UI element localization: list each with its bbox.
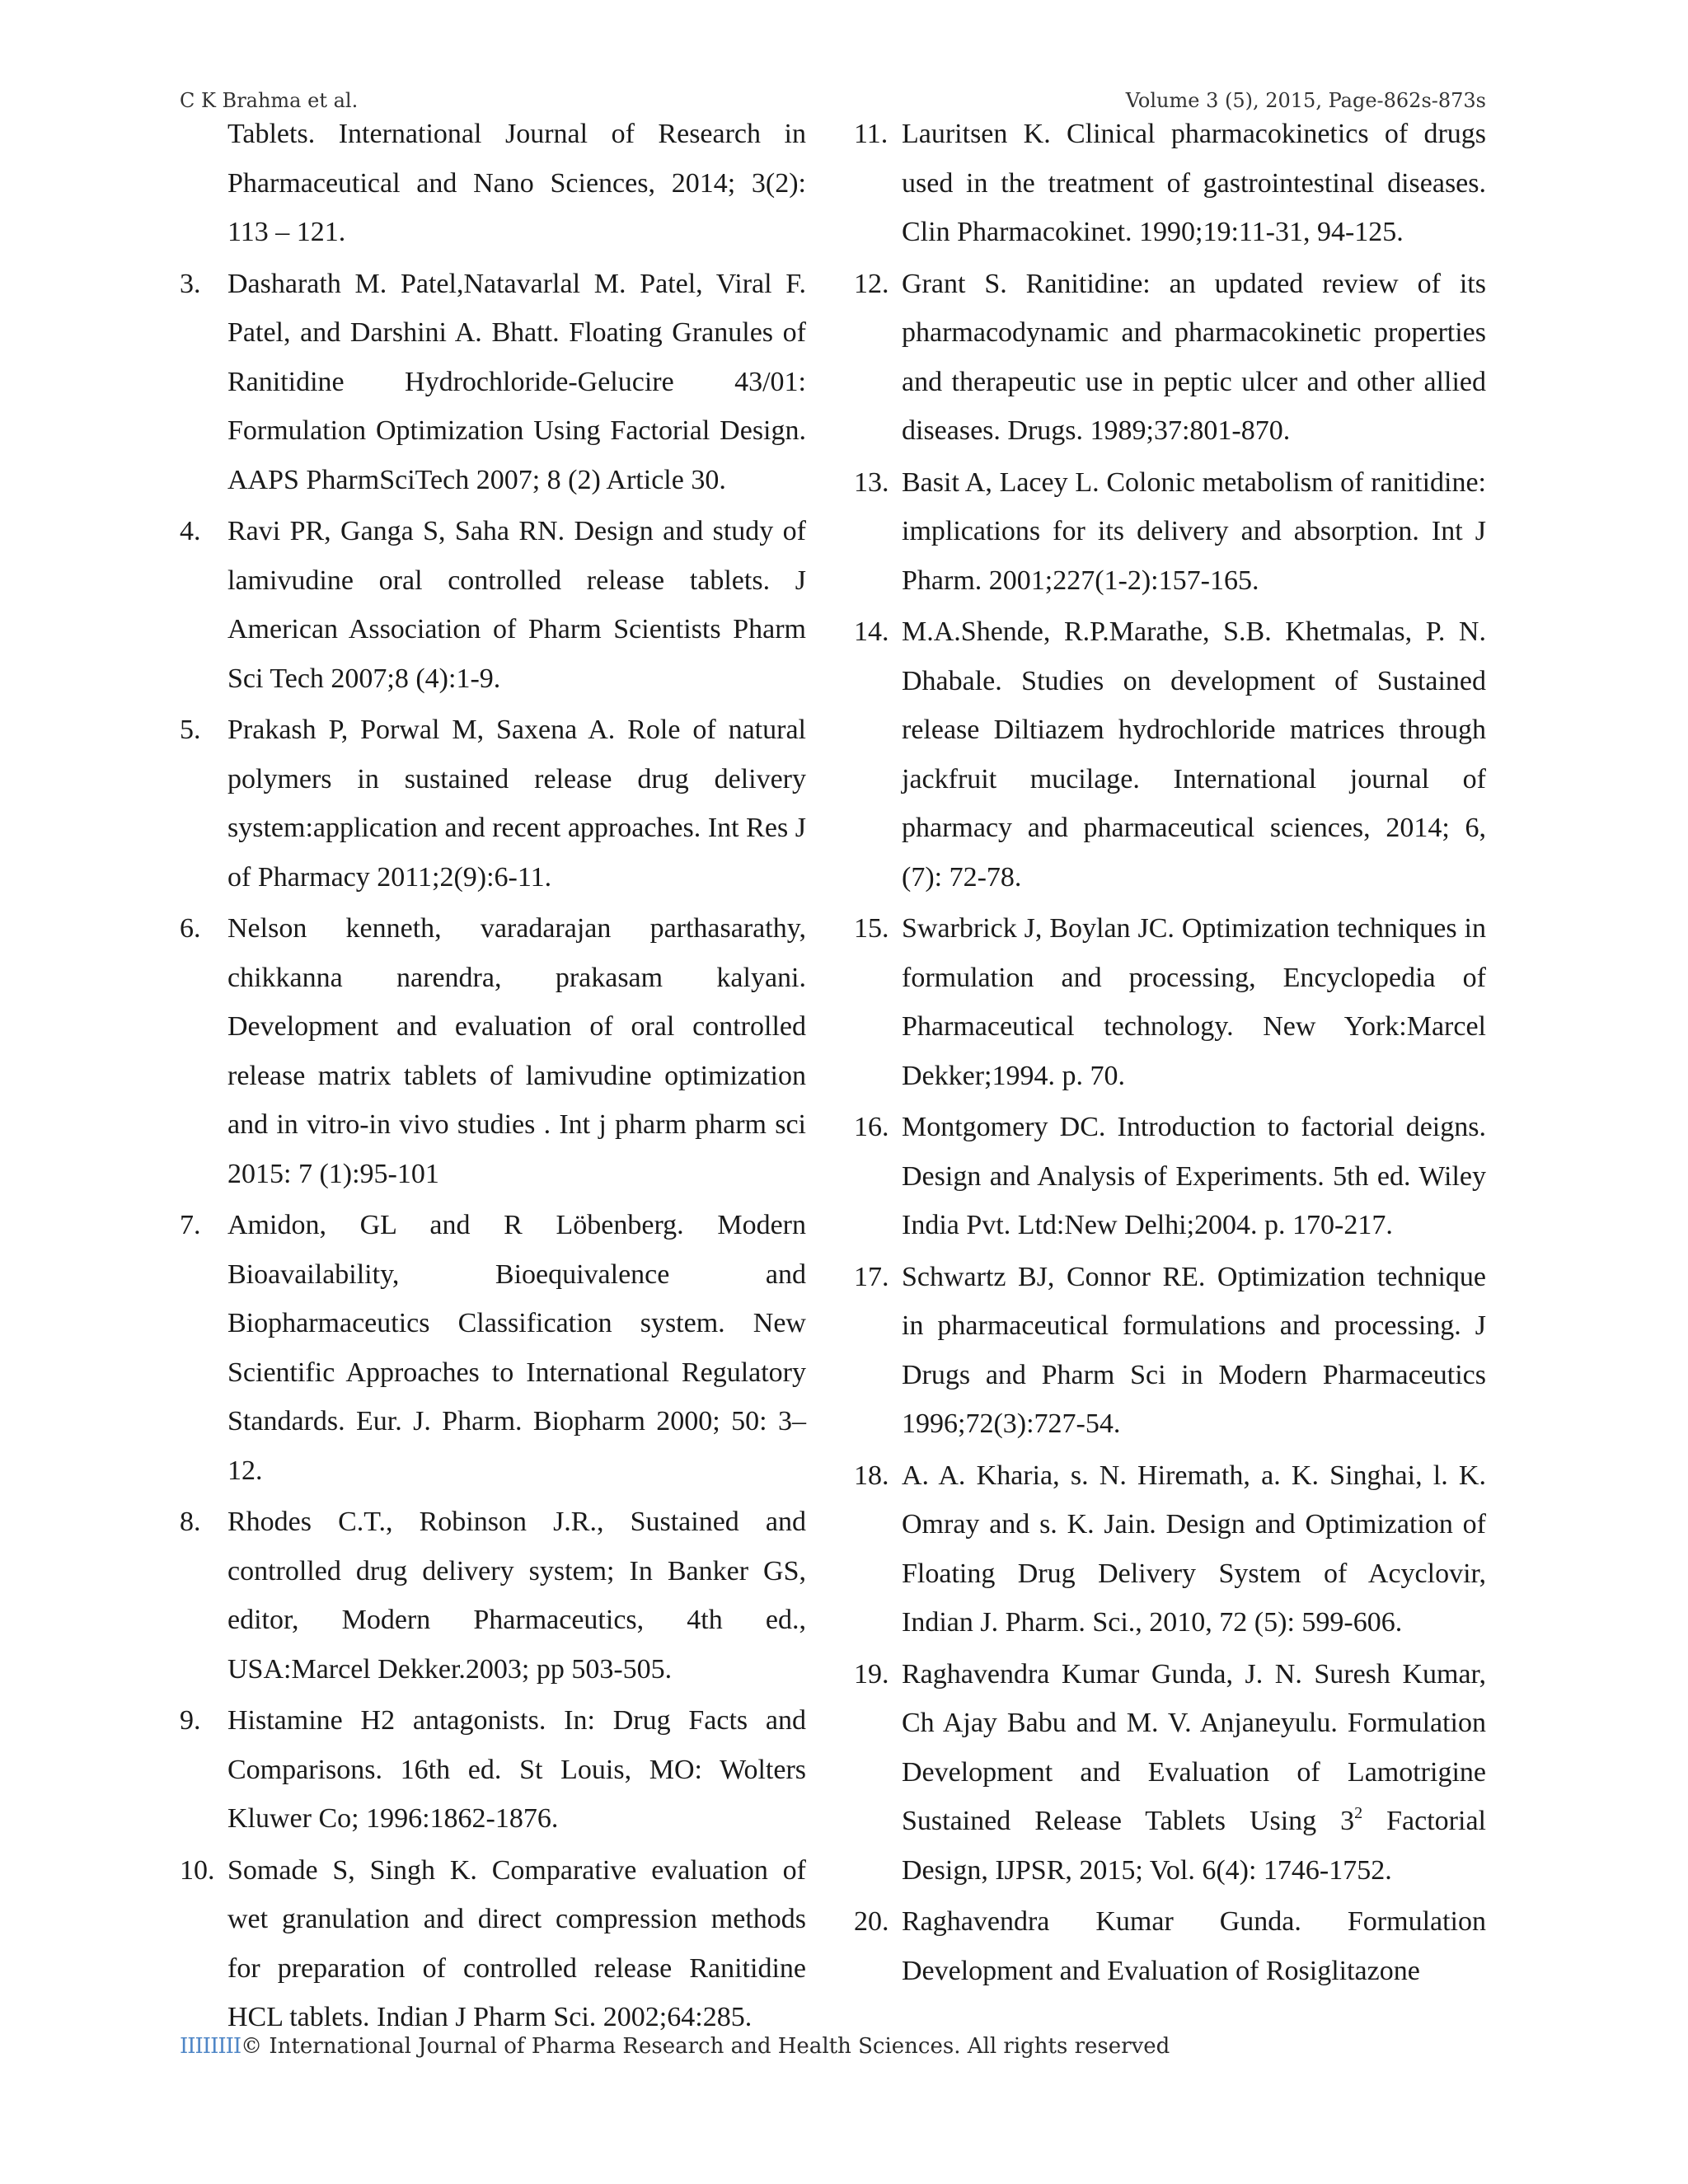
- reference-item-16: [854, 1103, 1486, 1250]
- superscript: 2: [1354, 1804, 1363, 1822]
- reference-item-11: [854, 110, 1486, 257]
- reference-number: 17.: [854, 1261, 889, 1292]
- reference-text: [902, 1659, 1486, 1886]
- footer-copyright: © International Journal of Pharma Research and Health Sciences. All rights reserved: [241, 2034, 1170, 2059]
- reference-text: Basit A, Lacey L. Colonic metabolism of ranitidine: implications for its delivery and absorption. Int J Pharm. 2001;227(1-2):157-165.: [902, 466, 1486, 596]
- reference-text: Rhodes C.T., Robinson J.R., Sustained and controlled drug delivery system; In Banker GS, editor, Modern Pharmaceutics, 4th ed., USA:Marcel Dekker.2003; pp 503-505.: [227, 1507, 806, 1685]
- reference-item-10: [180, 1846, 806, 2042]
- reference-number: 7.: [180, 1210, 201, 1240]
- reference-item-20: [854, 1897, 1486, 1995]
- reference-item-18: [854, 1451, 1486, 1647]
- reference-text: A. A. Kharia, s. N. Hiremath, a. K. Singhai, l. K. Omray and s. K. Jain. Design and Optimization of Floating Drug Delivery System of Acyclovir, Indian J. Pharm. Sci., 2010, 72 (5): 599-606.: [902, 1460, 1486, 1638]
- left-column: [180, 110, 806, 2045]
- reference-number: 12.: [854, 268, 889, 299]
- reference-item-8: [180, 1497, 806, 1694]
- reference-text: Tablets. International Journal of Research in Pharmaceutical and Nano Sciences, 2014; 3(2): 113 – 121.: [227, 119, 806, 247]
- reference-number: 9.: [180, 1705, 201, 1736]
- header-authors: C K Brahma et al.: [180, 89, 359, 112]
- reference-number: 20.: [854, 1906, 889, 1937]
- reference-number: 19.: [854, 1658, 889, 1690]
- reference-number: 18.: [854, 1460, 889, 1491]
- reference-number: 3.: [180, 268, 201, 299]
- reference-text: Dasharath M. Patel,Natavarlal M. Patel, Viral F. Patel, and Darshini A. Bhatt. Floating Granules of Ranitidine Hydrochloride-Gelucire 43/01: Formulation Optimization Using Factorial Design. AAPS PharmSciTech 2007; 8 (2) Article 30.: [227, 268, 806, 495]
- page-footer: [180, 2034, 1170, 2067]
- reference-number: 6.: [180, 913, 201, 944]
- reference-number: 13.: [854, 466, 889, 498]
- reference-item-3: [180, 260, 806, 505]
- reference-text: Grant S. Ranitidine: an updated review of its pharmacodynamic and pharmacokinetic properties and therapeutic use in peptic ulcer and other allied diseases. Drugs. 1989;37:801-870.: [902, 268, 1486, 446]
- reference-number: 15.: [854, 913, 889, 944]
- right-column: [854, 110, 1486, 1998]
- reference-item-13: [854, 458, 1486, 606]
- reference-text: Ravi PR, Ganga S, Saha RN. Design and study of lamivudine oral controlled release tablets. J American Association of Pharm Scientists Pharm Sci Tech 2007;8 (4):1-9.: [227, 516, 806, 694]
- reference-item-17: [854, 1253, 1486, 1449]
- reference-number: 8.: [180, 1507, 201, 1537]
- reference-text: Nelson kenneth, varadarajan parthasarathy, chikkanna narendra, prakasam kalyani. Development and evaluation of oral controlled release matrix tablets of lamivudine optimization and in vitro-in vivo studies . Int j pharm pharm sci 2015: 7 (1):95-101: [227, 913, 806, 1189]
- reference-item-14: [854, 607, 1486, 902]
- reference-number: 10.: [180, 1854, 215, 1886]
- reference-text-part: Raghavendra Kumar Gunda, J. N. Suresh Kumar, Ch Ajay Babu and M. V. Anjaneyulu. Formulation Development and Evaluation of Lamotrigine Sustained Release Tablets Using 3: [902, 1658, 1486, 1836]
- reference-item-7: [180, 1201, 806, 1495]
- reference-number: 14.: [854, 616, 889, 647]
- reference-number: 11.: [854, 119, 889, 149]
- reference-text: M.A.Shende, R.P.Marathe, S.B. Khetmalas, P. N. Dhabale. Studies on development of Sustained release Diltiazem hydrochloride matrices through jackfruit mucilage. International journal of pharmacy and pharmaceutical sciences, 2014; 6, (7): 72-78.: [902, 616, 1486, 893]
- reference-item-15: [854, 904, 1486, 1100]
- reference-item-6: [180, 904, 806, 1198]
- reference-number: 4.: [180, 516, 201, 546]
- reference-text: Somade S, Singh K. Comparative evaluation of wet granulation and direct compression methods for preparation of controlled release Ranitidine HCL tablets. Indian J Pharm Sci. 2002;64:285.: [227, 1854, 806, 2032]
- reference-text: Schwartz BJ, Connor RE. Optimization technique in pharmaceutical formulations and processing. J Drugs and Pharm Sci in Modern Pharmaceutics 1996;72(3):727-54.: [902, 1261, 1486, 1439]
- reference-item-12: [854, 260, 1486, 456]
- reference-item-19: [854, 1650, 1486, 1896]
- reference-item-9: [180, 1696, 806, 1844]
- reference-number: 16.: [854, 1112, 889, 1142]
- reference-item-5: [180, 705, 806, 902]
- reference-text: Montgomery DC. Introduction to factorial deigns. Design and Analysis of Experiments. 5th ed. Wiley India Pvt. Ltd:New Delhi;2004. p. 170-217.: [902, 1112, 1486, 1240]
- reference-text-part: Factorial Design, IJPSR, 2015; Vol. 6(4): 1746-1752.: [902, 1806, 1486, 1886]
- reference-text: Swarbrick J, Boylan JC. Optimization techniques in formulation and processing, Encyclopedia of Pharmaceutical technology. New York:Marcel Dekker;1994. p. 70.: [902, 913, 1486, 1091]
- reference-text: Amidon, GL and R Löbenberg. Modern Bioavailability, Bioequivalence and Biopharmaceutics Classification system. New Scientific Approaches to International Regulatory Standards. Eur. J. Pharm. Biopharm 2000; 50: 3–12.: [227, 1210, 806, 1486]
- footer-bars: IIIIIIII: [180, 2034, 241, 2059]
- reference-number: 5.: [180, 715, 201, 745]
- header-volume-info: Volume 3 (5), 2015, Page-862s-873s: [1125, 89, 1486, 112]
- reference-item-4: [180, 507, 806, 703]
- reference-text: Raghavendra Kumar Gunda. Formulation Development and Evaluation of Rosiglitazone: [902, 1906, 1486, 1986]
- reference-text: Lauritsen K. Clinical pharmacokinetics of drugs used in the treatment of gastrointestinal diseases. Clin Pharmacokinet. 1990;19:11-31, 94-125.: [902, 119, 1486, 247]
- reference-continuation: [180, 110, 806, 257]
- reference-text: Prakash P, Porwal M, Saxena A. Role of natural polymers in sustained release drug delivery system:application and recent approaches. Int Res J of Pharmacy 2011;2(9):6-11.: [227, 715, 806, 893]
- reference-text: Histamine H2 antagonists. In: Drug Facts and Comparisons. 16th ed. St Louis, MO: Wolters Kluwer Co; 1996:1862-1876.: [227, 1705, 806, 1834]
